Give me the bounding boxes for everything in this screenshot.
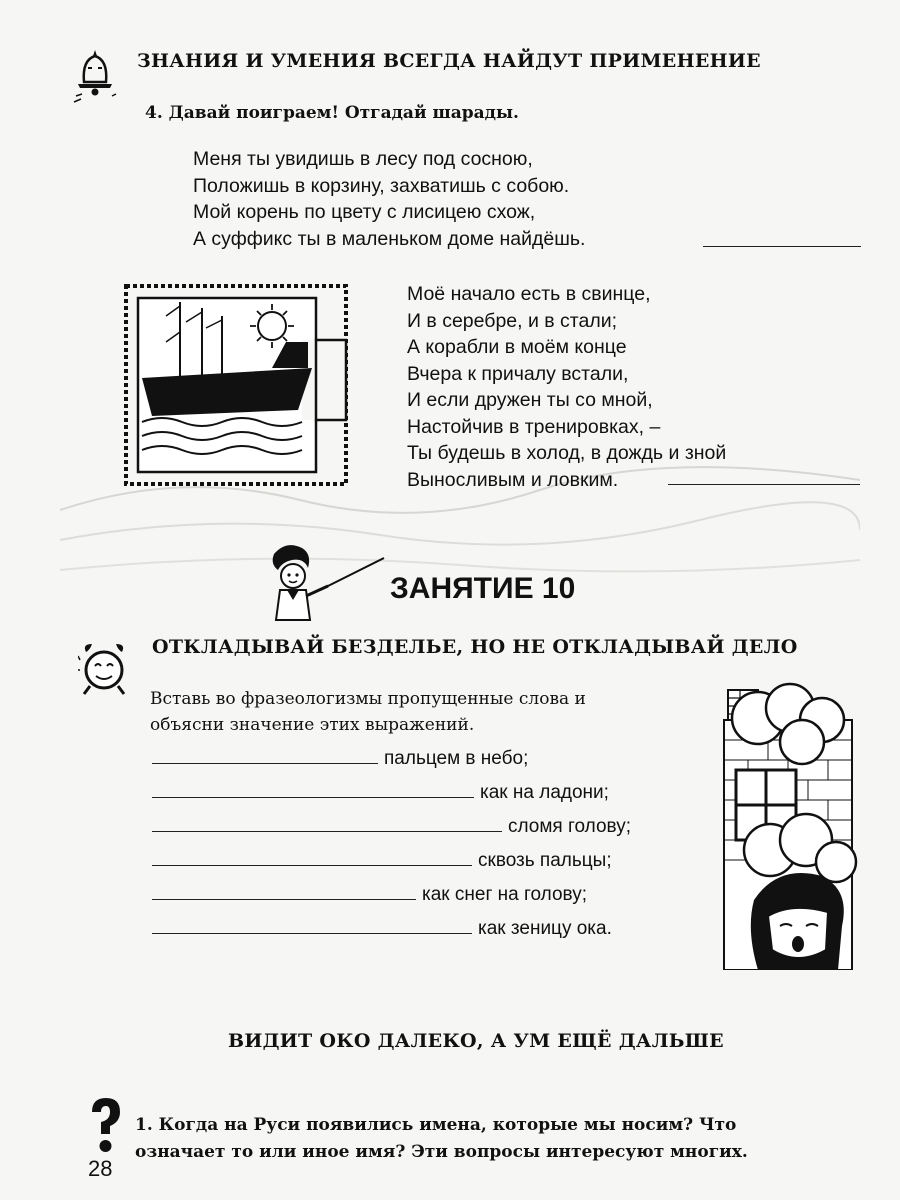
phrase-blank[interactable] [152,898,416,900]
eye-heading: ВИДИТ ОКО ДАЛЕКО, А УМ ЕЩЁ ДАЛЬШЕ [228,1030,724,1052]
phrase-item [152,912,631,946]
riddle-2-line: Настойчив в тренировках, – [407,415,661,438]
question-line: означает то или иное имя? Эти вопросы интересуют многих. [135,1142,748,1162]
riddle-2-answer-line[interactable] [668,484,860,485]
riddle-2-line: И если дружен ты со мной, [407,389,653,411]
lesson-title: ЗАНЯТИЕ 10 [390,572,576,605]
bell-icon [72,46,118,104]
riddle-1-line: А суффикс ты в маленьком доме найдёшь. [193,227,586,250]
phrase-blank[interactable] [152,762,378,764]
phrase-blank[interactable] [152,932,472,934]
phrase-text: сломя голову; [508,816,631,837]
phrase-item [152,776,631,810]
riddle-2-line: А корабли в моём конце [407,336,627,358]
phrase-text: как зеницу ока. [478,918,612,939]
question-mark-icon [86,1094,126,1156]
phrase-text: как на ладони; [480,782,609,803]
riddle-1-answer-line[interactable] [703,246,861,247]
phrase-item [152,878,631,912]
riddle-1-line: Положишь в корзину, захватишь с собою. [193,174,570,197]
instruction-line: объясни значение этих выражений. [150,715,475,735]
phrase-blank[interactable] [152,830,502,832]
phrase-text: как снег на голову; [422,884,587,905]
phrase-blank[interactable] [152,864,472,866]
phrase-list [152,742,631,946]
riddle-2 [407,281,726,493]
phrase-text: пальцем в небо; [384,748,529,769]
exercise-instruction [150,686,586,738]
riddle-1-line: Меня ты увидишь в лесу под сосною, [193,148,533,170]
alarm-clock-icon [78,640,130,698]
riddle-2-line: Ты будешь в холод, в дождь и зной [407,442,727,464]
riddle-2-line: И в серебре, и в стали; [407,309,618,332]
house-smoke-illustration [718,680,858,970]
phrase-item [152,844,631,878]
phrase-text: сквозь пальцы; [478,850,612,871]
knowledge-heading: ЗНАНИЯ И УМЕНИЯ ВСЕГДА НАЙДУТ ПРИМЕНЕНИЕ [137,50,761,72]
riddle-2-line: Выносливым и ловким. [407,468,619,491]
question-1 [135,1112,748,1166]
phrase-item [152,810,631,844]
teacher-with-pointer-icon [268,540,388,624]
riddle-2-line: Вчера к причалу встали, [407,362,629,385]
page-number: 28 [88,1156,113,1181]
riddle-1-line: Мой корень по цвету с лисицею схож, [193,201,536,223]
riddle-2-line: Моё начало есть в свинце, [407,283,651,305]
instruction-line: Вставь во фразеологизмы пропущенные слова и [150,689,586,709]
ship-picture [122,282,350,488]
phrase-blank[interactable] [152,796,474,798]
idle-heading: ОТКЛАДЫВАЙ БЕЗДЕЛЬЕ, НО НЕ ОТКЛАДЫВАЙ ДЕЛО [152,636,798,658]
task-4-title: 4. Давай поиграем! Отгадай шарады. [145,103,519,123]
riddle-1 [193,146,585,252]
phrase-item [152,742,631,776]
question-line: 1. Когда на Руси появились имена, которые мы носим? Что [135,1115,737,1135]
